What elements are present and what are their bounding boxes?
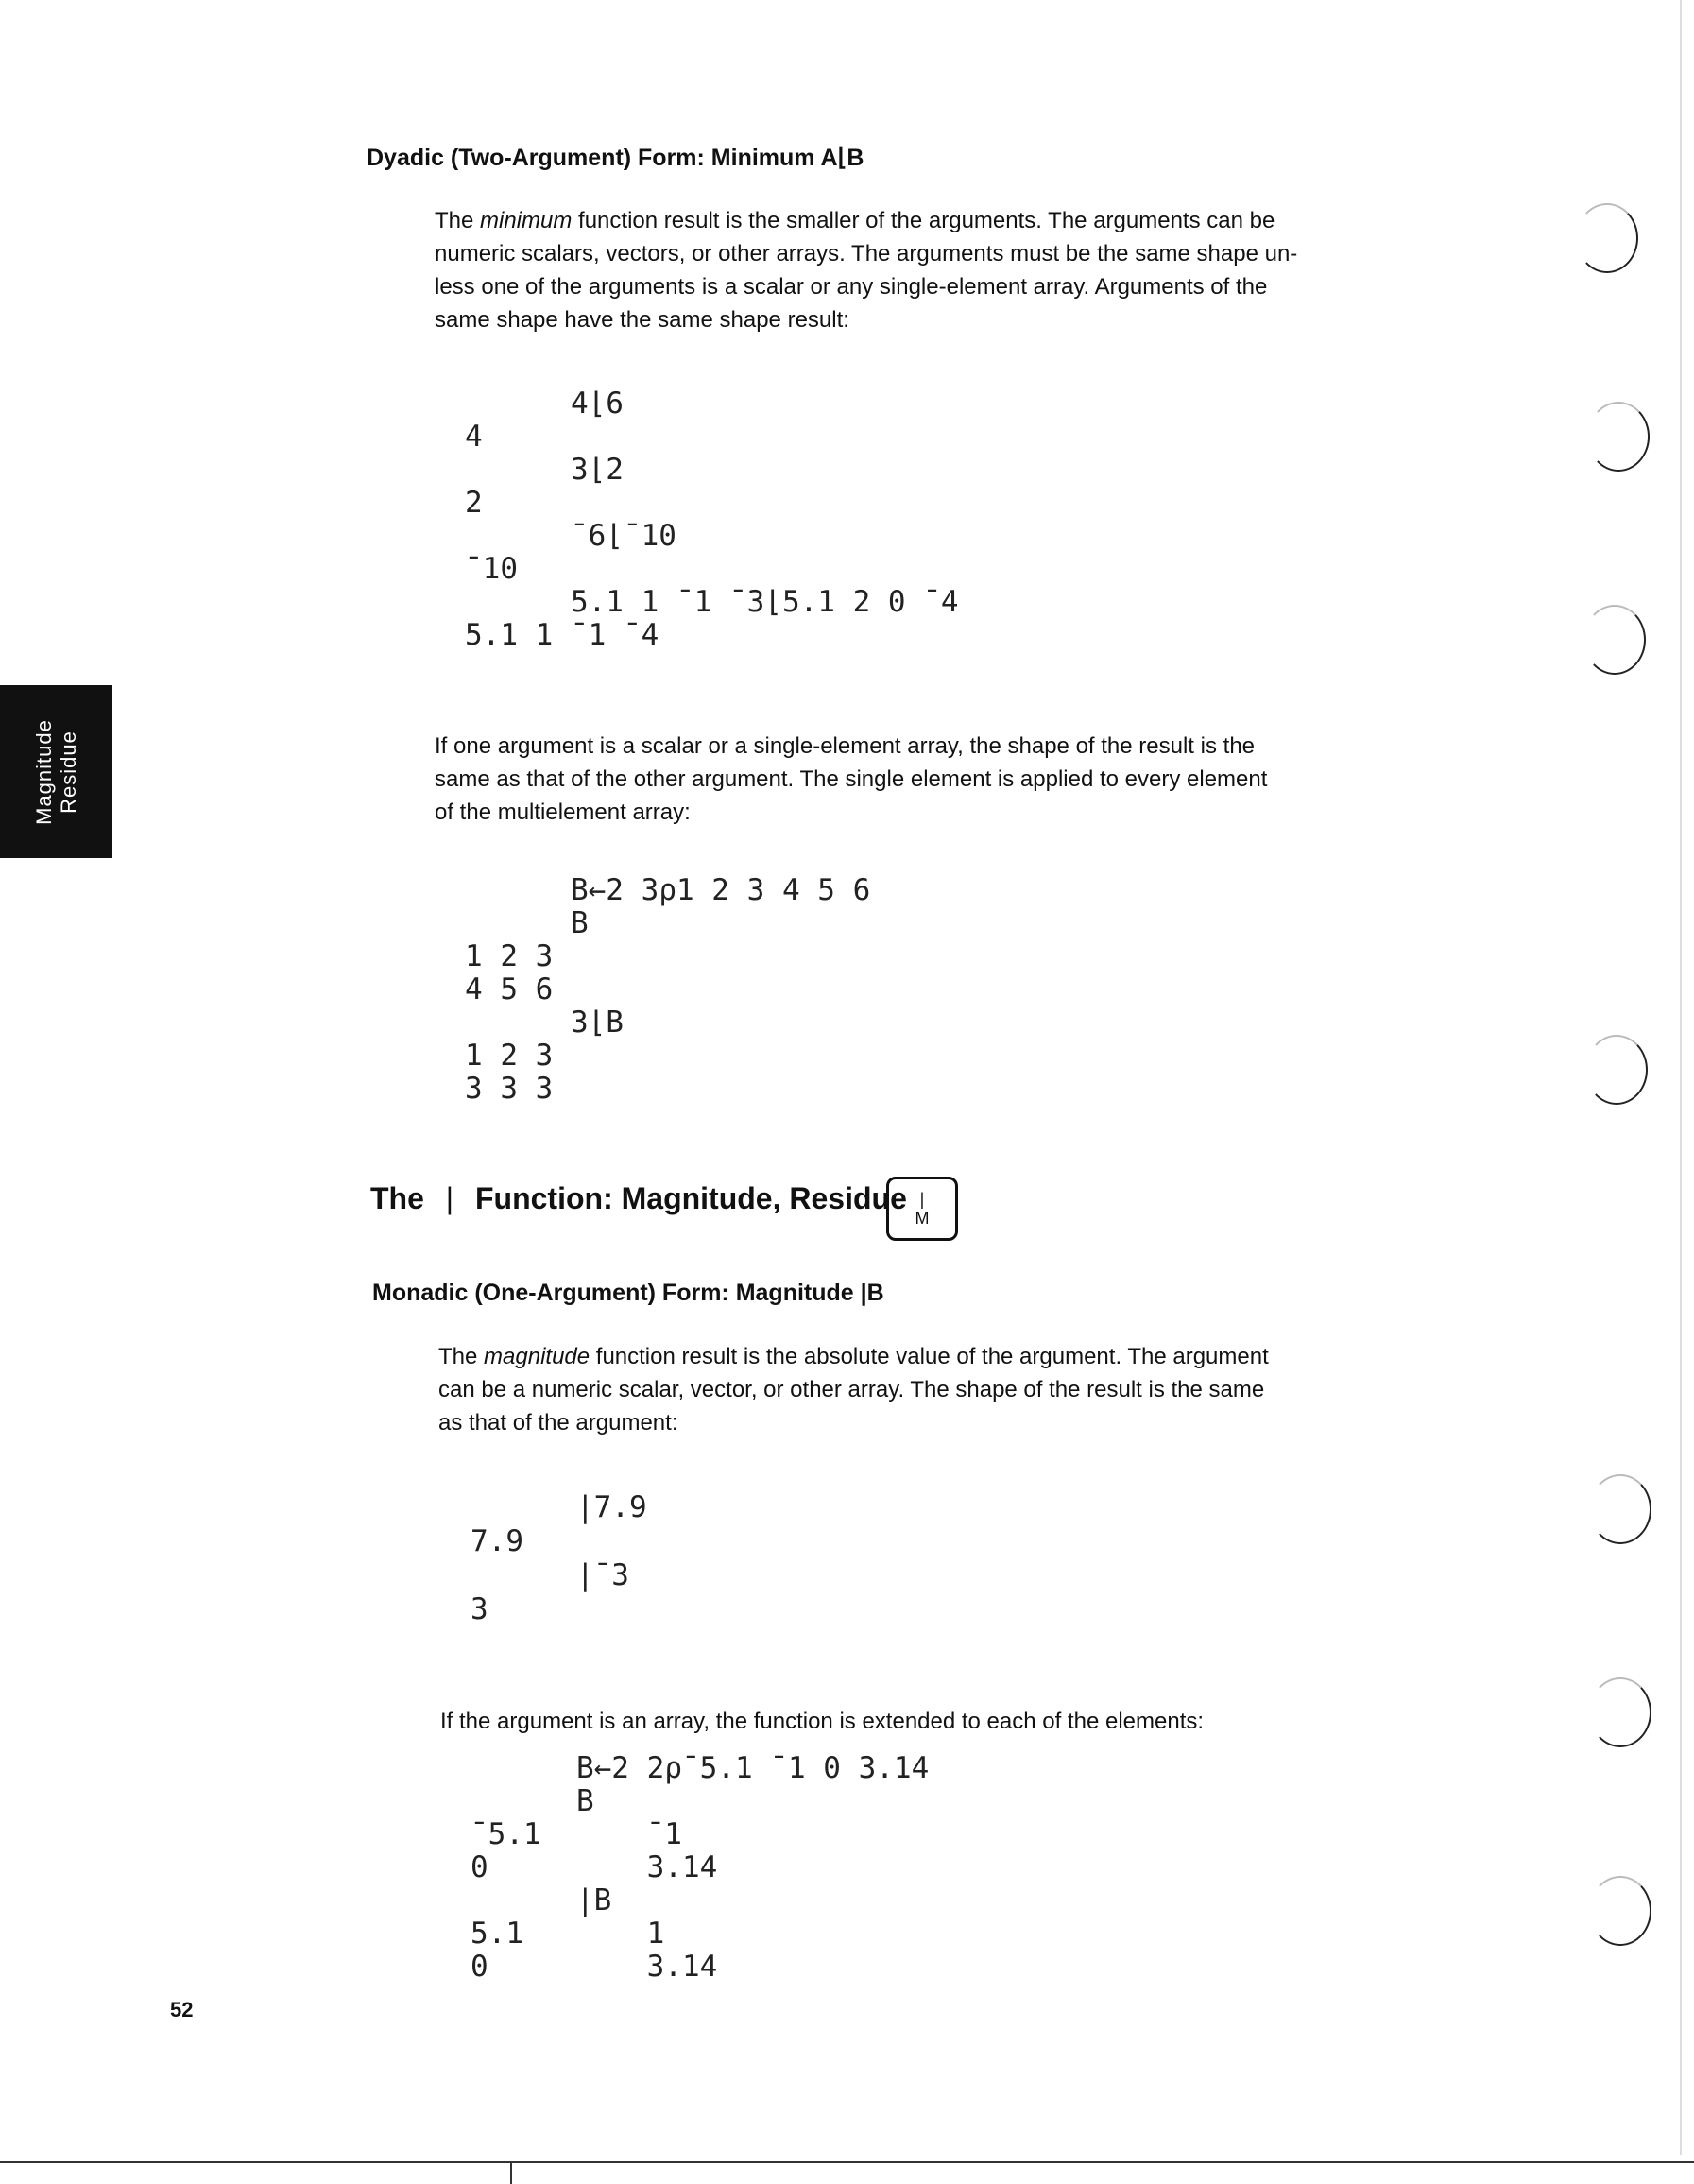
- code-line: B←2 2⍴¯5.1 ¯1 0 3.14: [471, 1751, 930, 1785]
- paragraph-line: same shape have the same shape result:: [435, 307, 849, 333]
- binder-hole-icon: [1587, 402, 1650, 472]
- code-line: ¯5.1 ¯1: [471, 1817, 682, 1851]
- code-line: B: [465, 906, 589, 940]
- code-line: 3⌊B: [465, 1006, 624, 1040]
- side-tab-line-2: Residue: [56, 730, 80, 814]
- side-tab-line-1: Magnitude: [31, 718, 56, 825]
- code-line: 3 3 3: [465, 1072, 554, 1106]
- code-line: 4 5 6: [465, 972, 554, 1006]
- term-minimum: minimum: [480, 208, 573, 233]
- code-line: |B: [471, 1883, 612, 1917]
- page-bottom-tick: [510, 2161, 512, 2184]
- paragraph-magnitude-array: If the argument is an array, the function is extended to each of the elements:: [440, 1709, 1205, 1734]
- code-line: 4: [465, 420, 483, 454]
- code-example-minimum-matrix: [465, 873, 871, 1131]
- paragraph-line: same as that of the other argument. The single element is applied to every element: [435, 766, 1268, 792]
- paragraph-line: If one argument is a scalar or a single-element array, the shape of the result is the: [435, 733, 1256, 759]
- paragraph-line: The minimum function result is the smaller of the arguments. The arguments can be: [435, 208, 1275, 233]
- keycap-bottom-legend: M: [915, 1209, 930, 1228]
- paragraph-line: The magnitude function result is the absolute value of the argument. The argument: [438, 1344, 1269, 1369]
- code-line: ¯10: [465, 552, 518, 586]
- code-line: |¯3: [471, 1558, 629, 1592]
- side-tab-label: [32, 719, 81, 825]
- code-line: 0 3.14: [471, 1950, 718, 1984]
- code-line: 7.9: [471, 1524, 523, 1558]
- function-symbol: |: [445, 1181, 454, 1215]
- binder-hole-icon: [1576, 203, 1638, 273]
- binder-hole-icon: [1589, 1677, 1651, 1747]
- heading-dyadic-minimum: Dyadic (Two-Argument) Form: Minimum A⌊B: [367, 145, 864, 171]
- code-line: B←2 3⍴1 2 3 4 5 6: [465, 873, 871, 907]
- paragraph-minimum-intro: [435, 204, 1379, 336]
- binder-hole-icon: [1589, 1876, 1651, 1946]
- code-line: |7.9: [471, 1490, 647, 1524]
- paragraph-line: numeric scalars, vectors, or other arrays. The arguments must be the same shape un-: [435, 241, 1298, 267]
- code-line: 2: [465, 486, 483, 520]
- binder-hole-icon: [1589, 1474, 1651, 1544]
- paragraph-line: less one of the arguments is a scalar or any single-element array. Arguments of the: [435, 274, 1268, 300]
- code-line: 1 2 3: [465, 939, 554, 973]
- heading-monadic-magnitude: Monadic (One-Argument) Form: Magnitude |B: [372, 1280, 884, 1306]
- page-bottom-rule: [0, 2161, 1694, 2163]
- code-line: 1 2 3: [465, 1039, 554, 1073]
- paragraph-line: as that of the argument:: [438, 1410, 678, 1436]
- paragraph-line: can be a numeric scalar, vector, or other array. The shape of the result is the same: [438, 1377, 1265, 1402]
- term-magnitude: magnitude: [484, 1344, 590, 1369]
- section-title-text: Function: Magnitude, Residue: [474, 1181, 907, 1215]
- code-example-magnitude-scalars: [471, 1490, 647, 1652]
- page-edge-line: [1680, 0, 1682, 2155]
- code-line: B: [471, 1784, 594, 1818]
- code-line: 5.1 1 ¯1 ¯3⌊5.1 2 0 ¯4: [465, 585, 959, 619]
- code-line: 5.1 1 ¯1 ¯4: [465, 618, 659, 652]
- code-line: 4⌊6: [465, 387, 624, 421]
- paragraph-line: of the multielement array:: [435, 800, 691, 825]
- binder-hole-icon: [1583, 605, 1646, 675]
- code-line: ¯6⌊¯10: [465, 519, 676, 553]
- section-side-tab[interactable]: [0, 685, 112, 858]
- keyboard-key-icon: [886, 1177, 958, 1241]
- keycap-top-legend: |: [919, 1190, 925, 1209]
- code-line: 3⌊2: [465, 453, 624, 487]
- paragraph-minimum-scalar-extension: [435, 730, 1379, 829]
- section-title-magnitude-residue: [370, 1181, 907, 1216]
- code-example-minimum-scalars: [465, 387, 959, 677]
- page-number: 52: [170, 1998, 194, 2021]
- code-line: 0 3.14: [471, 1850, 718, 1884]
- code-line: 5.1 1: [471, 1917, 665, 1951]
- code-line: 3: [471, 1592, 488, 1626]
- section-title-prefix: The: [370, 1181, 424, 1215]
- code-example-magnitude-matrix: [471, 1751, 930, 2009]
- binder-hole-icon: [1585, 1035, 1648, 1105]
- paragraph-magnitude-intro: [438, 1340, 1383, 1439]
